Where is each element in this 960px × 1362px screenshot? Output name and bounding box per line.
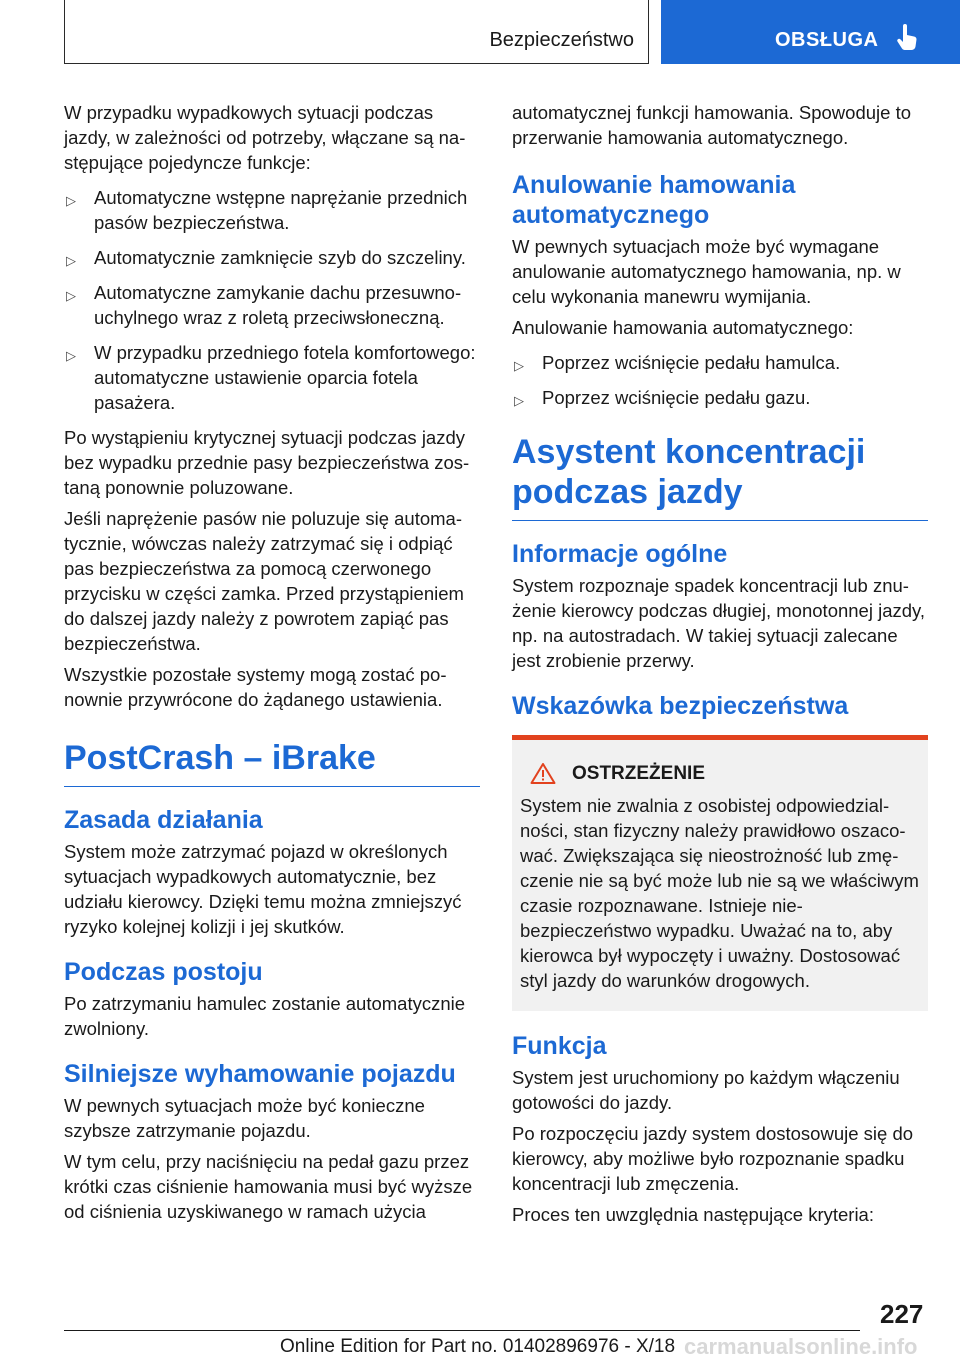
list-item: ▷ Automatycznie zamknięcie szyb do szczeliny. — [64, 245, 480, 270]
section-heading-asystent: Asystent koncentracji podczas jazdy — [512, 432, 928, 521]
paragraph: W tym celu, przy naciśnięciu na pedał gazu przez krótki czas ciśnienie hamowania musi być wyższe od ciśnienia uzyskiwanego w ramach użycia — [64, 1151, 473, 1222]
paragraph: Po zatrzymaniu hamulec zostanie automatycznie zwolniony. — [64, 993, 466, 1039]
warning-box — [512, 735, 928, 1011]
warning-text: System nie zwalnia z osobistej odpowiedzialności, stan fizyczny należy prawidłowo oszacować. Zwiększająca się nieostrożność lub zmęczenie nie są być może lub nie są we właściwym czasie rozpoznawane. Istnieje niebezpieczeństwo wypadku. Uważać na to, aby kierowca był wypoczęty i uważny. Dostosować styl jazdy do warunków drogowych. — [520, 795, 919, 991]
header-section-box — [64, 0, 649, 64]
subheading-anulowanie: Anulowanie hamowania automatycznego — [512, 171, 796, 229]
subheading-zasada: Zasada działania — [64, 806, 263, 834]
subheading-wskazowka: Wskazówka bezpieczeństwa — [512, 692, 849, 720]
paragraph: System jest uruchomiony po każdym włączeniu gotowości do jazdy. — [512, 1067, 900, 1113]
list-item: ▷ W przypadku przedniego fotela komfortowego: automatyczne ustawienie oparcia fotela pasażera. — [66, 342, 476, 413]
cancel-methods-list — [512, 350, 928, 410]
subheading-postoj: Podczas postoju — [64, 958, 263, 986]
crash-functions-list — [64, 185, 480, 415]
paragraph: Proces ten uwzględnia następujące kryteria: — [512, 1204, 874, 1225]
list-item: ▷ Poprzez wciśnięcie pedału hamulca. — [512, 350, 928, 375]
triangle-bullet-icon: ▷ — [66, 253, 76, 268]
paragraph: automatycznej funkcji hamowania. Spowoduje to przerwanie hamowania automatycznego. — [512, 102, 912, 148]
paragraph: Po rozpoczęciu jazdy system dostosowuje się do kierowcy, aby możliwe było rozpoznanie spadku koncentracji lub zmęczenia. — [512, 1123, 914, 1194]
paragraph: W pewnych sytuacjach może być konieczne szybsze zatrzymanie pojazdu. — [64, 1095, 425, 1141]
list-item: ▷ Automatyczne zamykanie dachu przesuwnouchylnego wraz z roletą przeciwsłoneczną. — [66, 282, 462, 328]
list-item: ▷ Automatyczne wstępne naprężanie przednich pasów bezpieczeństwa. — [66, 187, 468, 233]
triangle-bullet-icon: ▷ — [514, 393, 524, 408]
hand-pointer-icon — [894, 24, 920, 52]
list-item: ▷ Poprzez wciśnięcie pedału gazu. — [512, 385, 928, 410]
subheading-silniejsze: Silniejsze wyhamowanie pojazdu — [64, 1060, 456, 1088]
right-column — [512, 100, 928, 1233]
left-column — [64, 100, 480, 1230]
paragraph: Anulowanie hamowania automatycznego: — [512, 317, 854, 338]
header-chapter-title: OBSŁUGA — [775, 29, 879, 51]
paragraph: W pewnych sytuacjach może być wymagane anulowanie automatycznego hamowania, np. w celu wykonania manewru wymijania. — [512, 236, 901, 307]
triangle-bullet-icon: ▷ — [66, 193, 76, 208]
header-section-title: Bezpieczeństwo — [489, 29, 634, 51]
footer-edition: Online Edition for Part no. 01402896976 - X/18 — [280, 1336, 676, 1357]
watermark: carmanualsonline.info — [684, 1334, 918, 1359]
paragraph: System rozpoznaje spadek koncentracji lub znużenie kierowcy podczas długiej, monotonnej jazdy, np. na autostradach. W takiej sytuacji zalecane jest zrobienie przerwy. — [512, 575, 926, 671]
intro-paragraph: W przypadku wypadkowych sytuacji podczas jazdy, w zależności od potrzeby, włączane są następujące pojedyncze funkcje: — [64, 102, 466, 173]
warning-triangle-icon — [530, 762, 556, 785]
page-number: 227 — [880, 1299, 924, 1329]
triangle-bullet-icon: ▷ — [66, 288, 76, 303]
header-chapter-tab[interactable] — [661, 0, 960, 64]
subheading-funkcja: Funkcja — [512, 1032, 607, 1060]
triangle-bullet-icon: ▷ — [66, 348, 76, 363]
paragraph: System może zatrzymać pojazd w określonych sytuacjach wypadkowych automatycznie, bez udziału kierowcy. Dzięki temu można zmniejszyć ryzyko kolejnej kolizji i jej skutków. — [64, 841, 462, 937]
footer-divider — [64, 1330, 860, 1331]
paragraph: Jeśli naprężenie pasów nie poluzuje się automatycznie, wówczas należy zatrzymać się i odpiąć pas bezpieczeństwa za pomocą czerwonego przycisku w części zamka. Przed przystąpieniem do dalszej jazdy należy z powrotem zapiąć pas bezpieczeństwa. — [64, 508, 464, 654]
paragraph: Po wystąpieniu krytycznej sytuacji podczas jazdy bez wypadku przednie pasy bezpieczeństwa zostaną ponownie poluzowane. — [64, 427, 470, 498]
triangle-bullet-icon: ▷ — [514, 358, 524, 373]
warning-title: OSTRZEŻENIE — [520, 762, 920, 785]
subheading-informacje: Informacje ogólne — [512, 540, 728, 568]
section-heading-postcrash: PostCrash – iBrake — [64, 738, 480, 787]
paragraph: Wszystkie pozostałe systemy mogą zostać ponownie przywrócone do żądanego ustawienia. — [64, 664, 447, 710]
